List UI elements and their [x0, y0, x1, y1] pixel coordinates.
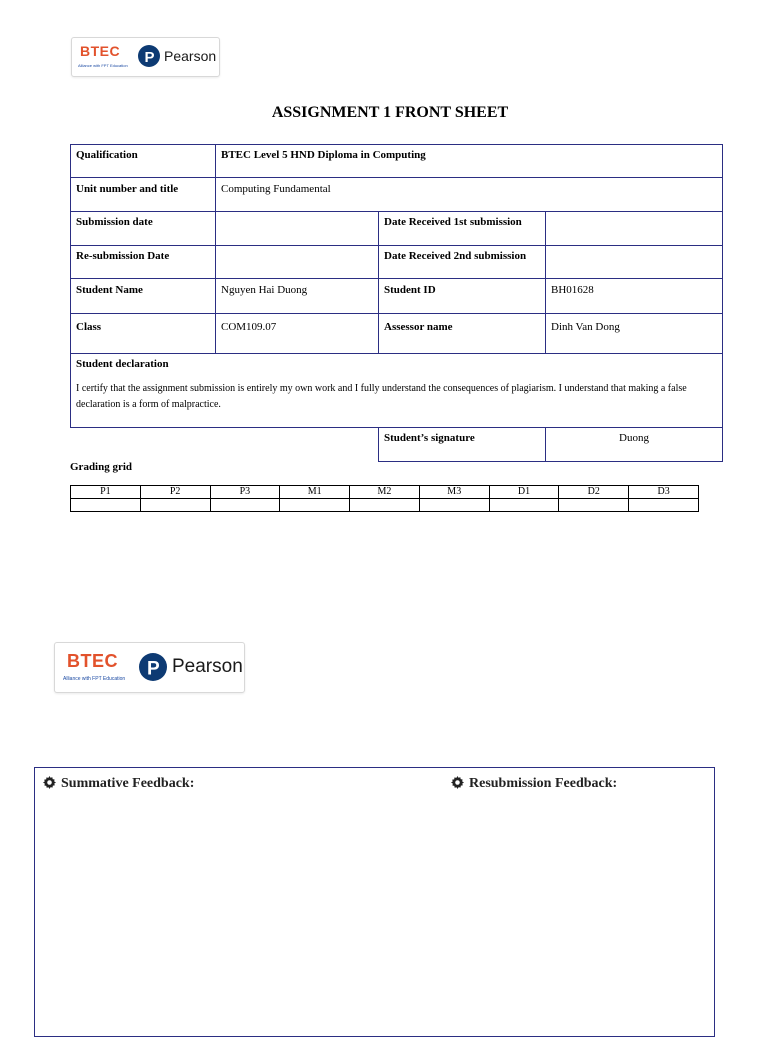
btec-pearson-logo-2 [54, 642, 245, 693]
submission-date-label: Submission date [76, 216, 153, 228]
student-id-value-cell [545, 278, 723, 314]
date-received-2-label: Date Received 2nd submission [384, 250, 527, 262]
grade-p1: P1 [71, 486, 141, 499]
declaration-title: Student declaration [76, 358, 169, 370]
grade-m2: M2 [350, 486, 420, 499]
gear-icon [43, 776, 56, 794]
grade-cell [210, 499, 280, 512]
grade-p2: P2 [140, 486, 210, 499]
assessor-label-cell [378, 313, 546, 354]
class-label-cell [70, 313, 216, 354]
grading-grid-label: Grading grid [70, 461, 133, 473]
grading-header-row [71, 486, 699, 499]
grade-d2: D2 [559, 486, 629, 499]
pearson-logo-text: Pearson [164, 48, 217, 64]
grade-cell [419, 499, 489, 512]
pearson-icon [139, 653, 167, 681]
date-received-1-label: Date Received 1st submission [384, 216, 522, 228]
grade-cell [350, 499, 420, 512]
grading-value-row [71, 499, 699, 512]
grade-cell [559, 499, 629, 512]
btec-tagline: Alliance with FPT Education [78, 63, 128, 68]
signature-value: Duong [619, 432, 649, 444]
grade-cell [71, 499, 141, 512]
class-value: COM109.07 [221, 321, 277, 333]
student-name-value-cell [215, 278, 379, 314]
grade-p3: P3 [210, 486, 280, 499]
grade-cell [629, 499, 699, 512]
resubmission-date-value-cell [215, 245, 379, 279]
student-id-label: Student ID [384, 284, 436, 296]
page-title: ASSIGNMENT 1 FRONT SHEET [271, 104, 509, 121]
class-label: Class [76, 321, 102, 333]
date-received-1-label-cell [378, 211, 546, 246]
grade-cell [280, 499, 350, 512]
summative-feedback-heading [43, 776, 194, 794]
signature-label-cell [378, 427, 546, 462]
unit-label-cell [70, 177, 216, 212]
btec-tagline: Alliance with FPT Education [63, 676, 126, 682]
gear-icon [451, 776, 464, 794]
summative-feedback-label: Summative Feedback: [61, 776, 195, 791]
grade-m1: M1 [280, 486, 350, 499]
unit-value: Computing Fundamental [221, 183, 331, 195]
declaration-text: I certify that the assignment submission is entirely my own work and I fully understand the consequences of plagiarism. I understand that making a false declaration is a form of malpractice. [76, 383, 687, 410]
btec-logo-text: BTEC [80, 43, 121, 59]
grade-m3: M3 [419, 486, 489, 499]
resubmission-feedback-label: Resubmission Feedback: [469, 776, 618, 791]
signature-value-cell [545, 427, 723, 462]
feedback-box [34, 767, 715, 1037]
unit-value-cell [215, 177, 723, 212]
assessor-value-cell [545, 313, 723, 354]
student-name-label: Student Name [76, 284, 143, 296]
pearson-icon [138, 45, 160, 67]
qualification-label-cell [70, 144, 216, 178]
submission-date-value-cell [215, 211, 379, 246]
signature-label: Student’s signature [384, 432, 475, 444]
student-name-label-cell [70, 278, 216, 314]
pearson-logo-text: Pearson [172, 656, 243, 677]
student-id-value: BH01628 [551, 284, 594, 296]
resubmission-date-label-cell [70, 245, 216, 279]
qualification-value: BTEC Level 5 HND Diploma in Computing [221, 149, 426, 161]
btec-pearson-logo [71, 37, 220, 77]
student-name-value: Nguyen Hai Duong [221, 284, 308, 296]
resubmission-date-label: Re-submission Date [76, 250, 170, 262]
submission-date-label-cell [70, 211, 216, 246]
grade-d3: D3 [629, 486, 699, 499]
date-received-1-value-cell [545, 211, 723, 246]
qualification-label: Qualification [76, 149, 138, 161]
student-id-label-cell [378, 278, 546, 314]
date-received-2-label-cell [378, 245, 546, 279]
resubmission-feedback-heading [451, 776, 617, 794]
svg-text:P: P [147, 658, 160, 680]
qualification-value-cell [215, 144, 723, 178]
grade-cell [140, 499, 210, 512]
grade-d1: D1 [489, 486, 559, 499]
svg-text:P: P [144, 49, 155, 66]
grade-cell [489, 499, 559, 512]
unit-label: Unit number and title [76, 183, 179, 195]
class-value-cell [215, 313, 379, 354]
btec-logo-text: BTEC [67, 651, 118, 671]
date-received-2-value-cell [545, 245, 723, 279]
assessor-value: Dinh Van Dong [551, 321, 620, 333]
assessor-label: Assessor name [384, 321, 453, 333]
grading-grid [70, 485, 699, 512]
